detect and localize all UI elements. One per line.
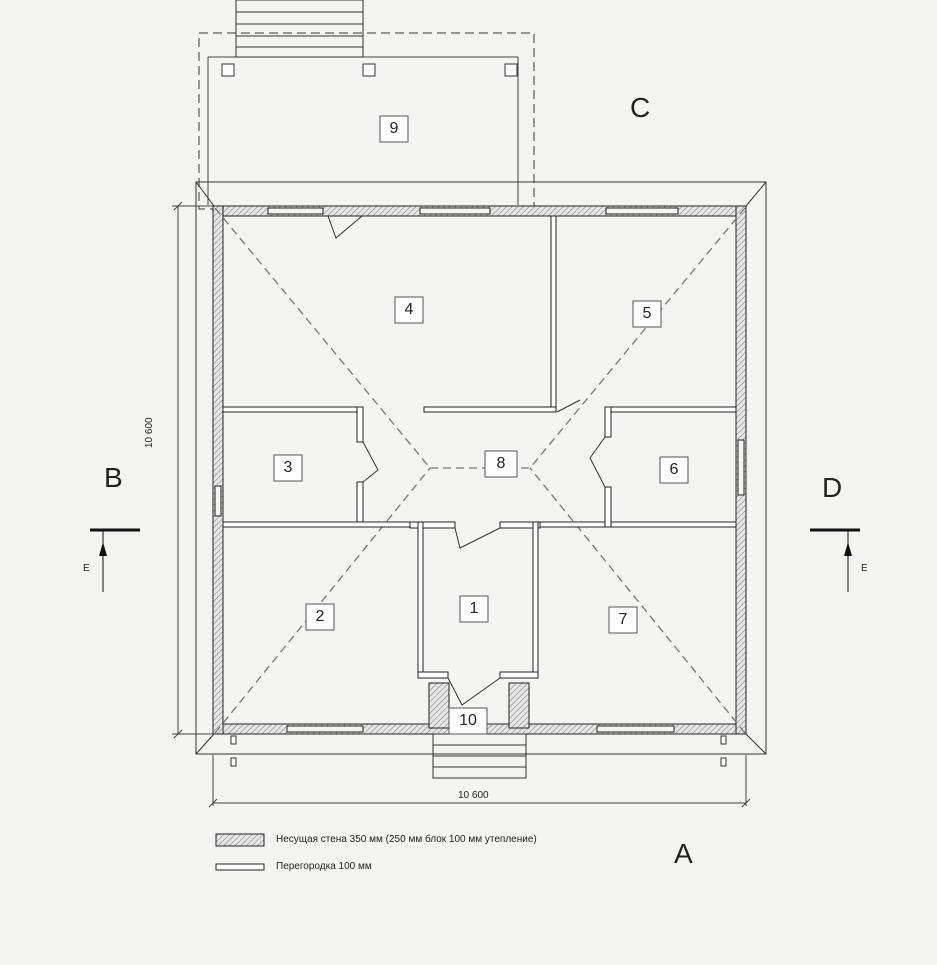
- section-mark-d-arrow: [810, 530, 860, 592]
- legend-partition: Перегородка 100 мм: [276, 861, 372, 872]
- dimension-width: 10 600: [458, 790, 489, 801]
- section-label-a: A: [674, 838, 693, 869]
- section-label-b: B: [104, 462, 123, 493]
- room-label-9: 9: [389, 120, 399, 137]
- section-mark-b-arrow: [90, 530, 140, 592]
- section-arrow-label-left: E: [83, 563, 90, 574]
- top-stairs: [236, 0, 363, 57]
- dimension-height: 10 600: [144, 417, 155, 448]
- section-label-d: D: [822, 472, 843, 503]
- room-label-10: 10: [459, 712, 477, 729]
- room-label-7: 7: [618, 611, 628, 628]
- bottom-stairs: [433, 734, 526, 778]
- section-arrow-label-right: E: [861, 563, 868, 574]
- bottom-pillars: [231, 736, 726, 766]
- room-label-2: 2: [315, 608, 325, 625]
- room-label-5: 5: [642, 305, 652, 322]
- room-label-8: 8: [496, 455, 506, 472]
- legend-bearing-wall: Несущая стена 350 мм (250 мм блок 100 мм утепление): [276, 834, 537, 845]
- door-swings: [328, 216, 605, 705]
- legend-swatches: [216, 834, 264, 870]
- room-label-6: 6: [669, 461, 679, 478]
- room-label-1: 1: [469, 600, 479, 617]
- section-label-c: C: [630, 92, 651, 123]
- room-label-4: 4: [404, 301, 414, 318]
- room-label-3: 3: [283, 459, 293, 476]
- porch-outline: [199, 33, 534, 209]
